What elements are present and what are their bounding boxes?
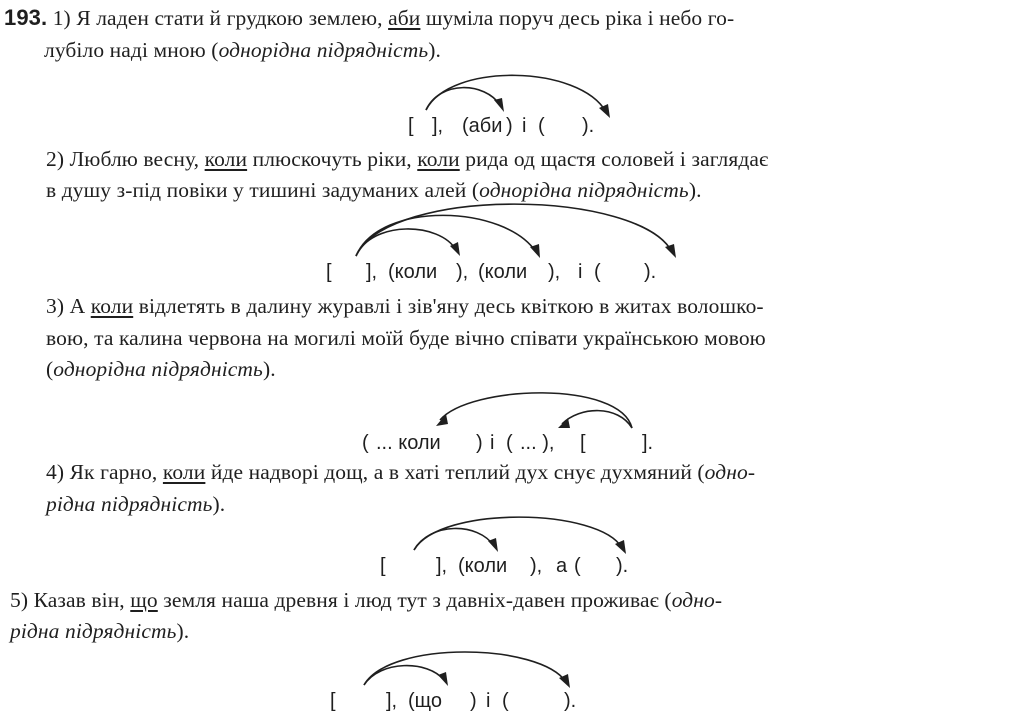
note-italic: одно- xyxy=(704,460,756,484)
sentence-text: земля наша древня і люд тут з давніх-давен проживає ( xyxy=(163,588,672,612)
item-1-line-2 xyxy=(44,36,441,64)
sentence-text: відлетять в далину журавлі і зів'яну десь квіткою в житах волошко- xyxy=(138,294,764,318)
scheme-bracket-open: [ xyxy=(330,690,336,712)
scheme-bracket-close: ], xyxy=(386,690,398,712)
arrowhead-icon xyxy=(665,244,676,258)
scheme-clause: (коли xyxy=(458,555,508,577)
scheme-bracket-open: [ xyxy=(408,115,414,137)
item-3-scheme xyxy=(362,430,653,456)
conjunction-underlined: коли xyxy=(204,147,248,171)
scheme-paren: ) xyxy=(476,432,483,454)
scheme-paren: ( xyxy=(574,555,581,577)
scheme-paren: ). xyxy=(616,555,629,577)
arrowhead-icon xyxy=(599,104,610,118)
sentence-text: рида од щастя соловей і заглядає xyxy=(465,147,769,171)
scheme-paren: ( xyxy=(538,115,545,137)
item-label: 4) xyxy=(46,460,65,484)
item-3-line-1 xyxy=(46,292,764,320)
arc-arrow xyxy=(364,652,566,685)
sentence-text: лубіло наді мною ( xyxy=(44,38,219,62)
scheme-bracket-close: ], xyxy=(432,115,444,137)
arc-arrow xyxy=(426,88,500,110)
scheme-paren: ). xyxy=(582,115,595,137)
scheme-paren: ( xyxy=(362,432,369,454)
item-5-line-1 xyxy=(10,586,722,614)
scheme-paren: ), xyxy=(456,261,469,283)
scheme-clause: (коли xyxy=(388,261,438,283)
item-4-line-1 xyxy=(46,458,755,486)
scheme-bracket-close: ], xyxy=(436,555,448,577)
arrowhead-icon xyxy=(436,414,448,426)
sentence-text: ( xyxy=(46,357,54,381)
note-italic: рідна підрядність xyxy=(46,492,213,516)
sentence-text: в душу з-під повіки у тишині задуманих алей ( xyxy=(46,178,480,202)
item-5-scheme xyxy=(330,688,576,714)
sentence-text: А xyxy=(69,294,86,318)
scheme-bracket-close: ]. xyxy=(642,432,654,454)
conjunction-underlined: аби xyxy=(388,6,421,30)
sentence-text: Як гарно, xyxy=(69,460,158,484)
sentence-text: ). xyxy=(262,357,276,381)
scheme-conj: і xyxy=(578,261,583,283)
item-label: 1) xyxy=(52,6,71,30)
arrowhead-icon xyxy=(438,672,448,686)
sentence-text: Люблю весну, xyxy=(69,147,200,171)
scheme-paren: ), xyxy=(548,261,561,283)
arc-arrow xyxy=(414,528,494,550)
arc-arrow xyxy=(440,393,632,428)
scheme-clause: (аби xyxy=(462,115,503,137)
sentence-text: вою, та калина червона на могилі моїй буде вічно співати українською мовою xyxy=(46,326,766,350)
scheme-conj: і xyxy=(486,690,491,712)
scheme-paren: ). xyxy=(564,690,577,712)
sentence-text: Я ладен стати й грудкою землею, xyxy=(76,6,383,30)
sentence-text: плюскочуть ріки, xyxy=(252,147,412,171)
arrowhead-icon xyxy=(494,98,504,112)
item-4-scheme xyxy=(380,553,628,579)
conjunction-underlined: що xyxy=(130,588,158,612)
scheme-paren: ( xyxy=(506,432,513,454)
item-4-line-2 xyxy=(46,490,225,518)
scheme-conj: і xyxy=(522,115,527,137)
note-italic: однорідна підрядність xyxy=(53,357,263,381)
item-2-line-1 xyxy=(46,145,768,173)
scheme-paren: ( xyxy=(502,690,509,712)
scheme-clause: ... ), xyxy=(520,432,555,454)
item-label: 5) xyxy=(10,588,29,612)
scheme-paren: ( xyxy=(594,261,601,283)
sentence-text: ). xyxy=(176,619,190,643)
item-label: 3) xyxy=(46,294,65,318)
sentence-text: ). xyxy=(428,38,441,62)
sentence-text: Казав він, xyxy=(33,588,125,612)
sentence-text: йде надворі дощ, а в хаті теплий дух снує духмяний ( xyxy=(210,460,705,484)
note-italic: одно- xyxy=(671,588,723,612)
arc-arrow xyxy=(356,229,456,256)
item-5-line-2 xyxy=(10,617,189,645)
conjunction-underlined: коли xyxy=(417,147,460,171)
sentence-text: ). xyxy=(688,178,702,202)
item-label: 2) xyxy=(46,147,65,171)
exercise-number: 193. xyxy=(4,5,48,30)
sentence-text: ). xyxy=(212,492,226,516)
arc-arrow xyxy=(426,75,606,112)
conjunction-underlined: коли xyxy=(162,460,206,484)
note-italic: рідна підрядність xyxy=(10,619,177,643)
item-3-line-2 xyxy=(46,324,766,352)
arrowhead-icon xyxy=(615,540,626,554)
scheme-bracket-open: [ xyxy=(380,555,386,577)
scheme-clause: ... коли xyxy=(376,432,441,454)
arrowhead-icon xyxy=(559,674,570,688)
arc-arrow xyxy=(356,215,536,256)
scheme-clause: (коли xyxy=(478,261,528,283)
conjunction-underlined: коли xyxy=(90,294,134,318)
scheme-clause: (що xyxy=(408,690,443,712)
item-1-line-1 xyxy=(4,4,734,32)
arrowhead-icon xyxy=(450,242,460,256)
scheme-conj: а xyxy=(556,555,568,577)
item-2-scheme xyxy=(326,259,656,285)
arc-arrow xyxy=(562,411,632,428)
scheme-paren: ), xyxy=(530,555,543,577)
scheme-bracket-open: [ xyxy=(580,432,586,454)
scheme-conj: і xyxy=(490,432,495,454)
sentence-text: шуміла поруч десь ріка і небо го- xyxy=(425,6,735,30)
scheme-paren: ) xyxy=(470,690,477,712)
item-1-scheme xyxy=(408,113,594,139)
scheme-paren: ). xyxy=(644,261,657,283)
scheme-bracket-close: ], xyxy=(366,261,378,283)
item-2-line-2 xyxy=(46,176,702,204)
arrowhead-icon xyxy=(558,418,570,428)
arrowhead-icon xyxy=(530,244,540,258)
arc-arrow xyxy=(364,666,444,685)
scheme-bracket-open: [ xyxy=(326,261,332,283)
item-3-line-3 xyxy=(46,355,276,383)
arc-arrow xyxy=(414,517,622,550)
arrowhead-icon xyxy=(488,538,498,552)
note-italic: однорідна підрядність xyxy=(479,178,689,202)
note-italic: однорідна підрядність xyxy=(218,38,429,62)
arc-arrow xyxy=(356,204,672,256)
scheme-paren: ) xyxy=(506,115,513,137)
